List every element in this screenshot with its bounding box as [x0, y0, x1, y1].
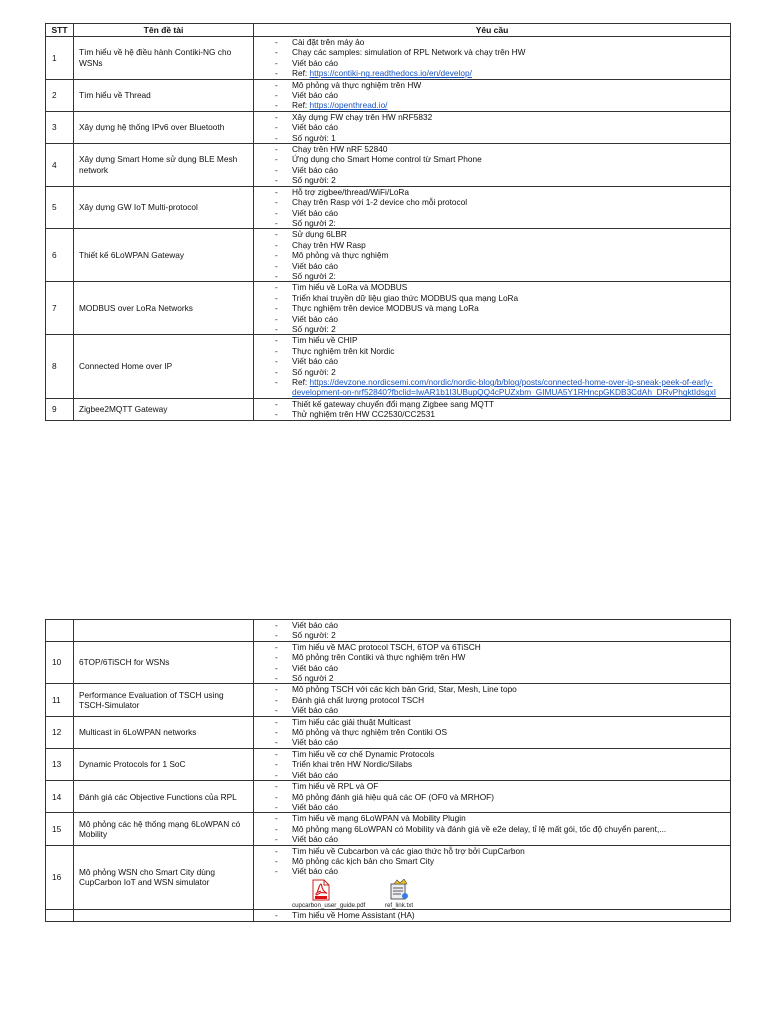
- reference-label: Ref:: [292, 68, 310, 79]
- requirements-list: [254, 37, 730, 79]
- stt-cell: 2: [46, 79, 74, 111]
- requirement-item: - Chạy các samples: simulation of RPL Network và chạy trên HW: [254, 47, 730, 57]
- stt-cell: 11: [46, 684, 74, 716]
- requirement-item: - Mô phỏng và thực nghiệm: [254, 250, 730, 260]
- requirements-list: [254, 910, 730, 920]
- pdf-file-icon: [292, 879, 350, 901]
- requirements-cell: [254, 79, 731, 111]
- reference-item: [254, 68, 730, 78]
- topic-cell: Dynamic Protocols for 1 SoC: [74, 748, 254, 780]
- requirement-item: - Cài đặt trên máy ảo: [254, 37, 730, 47]
- table-row: [46, 282, 731, 335]
- topic-cell: MODBUS over LoRa Networks: [74, 282, 254, 335]
- table-row: [46, 111, 731, 143]
- topic-cell: [74, 620, 254, 642]
- requirement-item: - Sử dụng 6LBR: [254, 229, 730, 239]
- requirements-cell: [254, 111, 731, 143]
- table-row: [46, 398, 731, 420]
- stt-cell: 6: [46, 229, 74, 282]
- topic-cell: Mô phỏng WSN cho Smart City dùng CupCarbon IoT and WSN simulator: [74, 845, 254, 910]
- requirements-list: [254, 717, 730, 748]
- requirement-item: - Số người 2: [254, 673, 730, 683]
- requirement-item: - Tìm hiểu về Home Assistant (HA): [254, 910, 730, 920]
- stt-cell: 15: [46, 813, 74, 845]
- reference-link[interactable]: https://openthread.io/: [309, 100, 388, 111]
- requirements-cell: [254, 144, 731, 187]
- topic-cell: Performance Evaluation of TSCH using TSCH-Simulator: [74, 684, 254, 716]
- topic-cell: Xây dựng hệ thống IPv6 over Bluetooth: [74, 111, 254, 143]
- topic-cell: Tìm hiểu về hệ điều hành Contiki-NG cho WSNs: [74, 37, 254, 80]
- requirement-item: - Số người: 2: [254, 175, 730, 185]
- stt-cell: 7: [46, 282, 74, 335]
- stt-cell: 12: [46, 716, 74, 748]
- requirements-cell: [254, 37, 731, 80]
- stt-cell: 9: [46, 398, 74, 420]
- requirements-list: [254, 781, 730, 812]
- table-row: [46, 229, 731, 282]
- requirement-item: - Viết báo cáo: [254, 261, 730, 271]
- requirements-list: [254, 112, 730, 143]
- reference-label: Ref:: [292, 100, 310, 111]
- table-row: [46, 335, 731, 398]
- requirement-item: - Mô phỏng TSCH với các kịch bản Grid, Star, Mesh, Line topo: [254, 684, 730, 694]
- requirement-item: - Xây dựng FW chạy trên HW nRF5832: [254, 112, 730, 122]
- requirement-item: - Viết báo cáo: [254, 122, 730, 132]
- requirements-list: [254, 144, 730, 186]
- requirement-item: - Viết báo cáo: [254, 802, 730, 812]
- requirement-item: - Số người: 1: [254, 133, 730, 143]
- requirement-item: - Tìm hiểu về cơ chế Dynamic Protocols: [254, 749, 730, 759]
- topic-cell: 6TOP/6TiSCH for WSNs: [74, 641, 254, 684]
- table-row: [46, 37, 731, 80]
- stt-cell: 1: [46, 37, 74, 80]
- requirement-item: - Tìm hiểu về RPL và OF: [254, 781, 730, 791]
- topics-table-page-1: [45, 23, 731, 421]
- requirements-list: [254, 282, 730, 334]
- stt-cell: 8: [46, 335, 74, 398]
- requirement-item: - Tìm hiểu về mạng 6LoWPAN và Mobility Plugin: [254, 813, 730, 823]
- reference-item: [254, 377, 730, 398]
- table-header-row: [46, 24, 731, 37]
- requirement-item: - Chạy trên Rasp với 1-2 device cho mỗi protocol: [254, 197, 730, 207]
- topics-table-page-2: [45, 619, 731, 922]
- topic-cell: Xây dựng GW IoT Multi-protocol: [74, 186, 254, 229]
- attachment[interactable]: [292, 879, 366, 910]
- requirements-cell: [254, 282, 731, 335]
- requirement-item: - Thử nghiệm trên HW CC2530/CC2531: [254, 409, 730, 419]
- requirement-item: - Viết báo cáo: [254, 620, 730, 630]
- requirement-item: - Số người 2:: [254, 218, 730, 228]
- reference-label: Ref:: [292, 377, 310, 387]
- text-file-icon: [370, 879, 428, 901]
- requirement-item: - Viết báo cáo: [254, 737, 730, 747]
- requirements-cell: [254, 620, 731, 642]
- requirement-item: - Tìm hiểu về Cubcarbon và các giao thức hỗ trợ bởi CupCarbon: [254, 846, 730, 856]
- requirement-item: - Số người: 2: [254, 324, 730, 334]
- requirement-item: - Số người: 2: [254, 367, 730, 377]
- requirement-item: - Triển khai truyền dữ liệu giao thức MODBUS qua mạng LoRa: [254, 293, 730, 303]
- requirement-item: - Viết báo cáo: [254, 834, 730, 844]
- attachments: [254, 879, 730, 910]
- requirement-item: - Viết báo cáo: [254, 866, 730, 876]
- topic-cell: Thiết kế 6LoWPAN Gateway: [74, 229, 254, 282]
- table-row: [46, 684, 731, 716]
- requirement-item: - Viết báo cáo: [254, 208, 730, 218]
- table-row: [46, 641, 731, 684]
- requirement-item: - Chạy trên HW Rasp: [254, 240, 730, 250]
- topic-cell: Mô phỏng các hệ thống mạng 6LoWPAN có Mobility: [74, 813, 254, 845]
- topic-cell: [74, 910, 254, 921]
- reference-link[interactable]: https://devzone.nordicsemi.com/nordic/nordic-blog/b/blog/posts/connected-home-over-ip-sneak-peek-of-early-development-on-nrf52840?fbclid=IwAR1b1I3UBupQQ4cPUZxbm_GIMUA5Y1RHncpGKDB3CdAh_DRvPhgktIdsgxI: [292, 377, 717, 398]
- requirement-item: - Hỗ trợ zigbee/thread/WiFi/LoRa: [254, 187, 730, 197]
- requirement-item: - Viết báo cáo: [254, 314, 730, 324]
- requirements-cell: [254, 641, 731, 684]
- requirement-item: - Mô phỏng các kịch bản cho Smart City: [254, 856, 730, 866]
- topic-cell: Connected Home over IP: [74, 335, 254, 398]
- requirement-item: - Mô phỏng và thực nghiệm trên Contiki OS: [254, 727, 730, 737]
- requirements-list: [254, 846, 730, 877]
- requirements-list: [254, 684, 730, 715]
- requirements-cell: [254, 229, 731, 282]
- requirements-cell: [254, 910, 731, 921]
- reference-item: [254, 100, 730, 110]
- header-requirements: Yêu cầu: [254, 24, 731, 37]
- stt-cell: 4: [46, 144, 74, 187]
- requirement-item: - Viết báo cáo: [254, 90, 730, 100]
- requirements-list: [254, 229, 730, 281]
- attachment-name: cupcarbon_user_guide.pdf: [292, 901, 366, 909]
- requirement-item: - Tìm hiểu về MAC protocol TSCH, 6TOP và 6TiSCH: [254, 642, 730, 652]
- table-row: [46, 845, 731, 910]
- requirements-cell: [254, 748, 731, 780]
- table-row: [46, 716, 731, 748]
- stt-cell: [46, 620, 74, 642]
- requirements-cell: [254, 845, 731, 910]
- stt-cell: 13: [46, 748, 74, 780]
- table-row: [46, 910, 731, 921]
- topic-cell: Tìm hiểu về Thread: [74, 79, 254, 111]
- requirement-item: - Tìm hiểu về CHIP: [254, 335, 730, 345]
- requirements-list: [254, 335, 730, 397]
- requirements-list: [254, 749, 730, 780]
- requirement-item: - Viết báo cáo: [254, 705, 730, 715]
- table-row: [46, 186, 731, 229]
- topic-cell: Multicast in 6LoWPAN networks: [74, 716, 254, 748]
- requirement-item: - Mô phỏng trên Contiki và thực nghiệm trên HW: [254, 652, 730, 662]
- requirement-item: - Số người: 2: [254, 630, 730, 640]
- requirement-item: - Viết báo cáo: [254, 165, 730, 175]
- table-row: [46, 79, 731, 111]
- stt-cell: 3: [46, 111, 74, 143]
- attachment-name: ref_link.txt: [384, 901, 414, 909]
- requirement-item: - Ứng dụng cho Smart Home control từ Smart Phone: [254, 154, 730, 164]
- stt-cell: [46, 910, 74, 921]
- requirements-list: [254, 399, 730, 420]
- requirements-list: [254, 642, 730, 684]
- requirement-item: - Mô phỏng đánh giá hiệu quả các OF (OF0 và MRHOF): [254, 792, 730, 802]
- requirements-list: [254, 187, 730, 229]
- header-stt: STT: [46, 24, 74, 37]
- requirement-item: - Viết báo cáo: [254, 770, 730, 780]
- topic-cell: Xây dựng Smart Home sử dụng BLE Mesh network: [74, 144, 254, 187]
- requirements-cell: [254, 398, 731, 420]
- requirement-item: - Chạy trên HW nRF 52840: [254, 144, 730, 154]
- requirement-item: - Viết báo cáo: [254, 663, 730, 673]
- topic-cell: Đánh giá các Objective Functions của RPL: [74, 781, 254, 813]
- table-row: [46, 748, 731, 780]
- requirement-item: - Tìm hiểu các giải thuật Multicast: [254, 717, 730, 727]
- table-row: [46, 813, 731, 845]
- attachment[interactable]: [370, 879, 428, 910]
- requirement-item: - Viết báo cáo: [254, 356, 730, 366]
- requirement-item: - Thiết kế gateway chuyển đổi mạng Zigbee sang MQTT: [254, 399, 730, 409]
- requirement-item: - Mô phỏng mạng 6LoWPAN có Mobility và đánh giá về e2e delay, tỉ lệ mất gói, tốc độ chuyển parent,...: [254, 824, 730, 834]
- requirements-cell: [254, 186, 731, 229]
- requirement-item: - Viết báo cáo: [254, 58, 730, 68]
- requirements-cell: [254, 716, 731, 748]
- requirement-item: - Triển khai trên HW Nordic/Silabs: [254, 759, 730, 769]
- requirement-item: - Đánh giá chất lượng protocol TSCH: [254, 695, 730, 705]
- requirements-cell: [254, 684, 731, 716]
- requirement-item: - Thực nghiệm trên kit Nordic: [254, 346, 730, 356]
- header-topic: Tên đề tài: [74, 24, 254, 37]
- requirements-list: [254, 620, 730, 641]
- requirements-list: [254, 80, 730, 111]
- requirement-item: - Tìm hiểu về LoRa và MODBUS: [254, 282, 730, 292]
- requirements-cell: [254, 335, 731, 398]
- topic-cell: Zigbee2MQTT Gateway: [74, 398, 254, 420]
- requirements-cell: [254, 813, 731, 845]
- reference-link[interactable]: https://contiki-ng.readthedocs.io/en/develop/: [309, 68, 472, 79]
- stt-cell: 14: [46, 781, 74, 813]
- table-row: [46, 620, 731, 642]
- requirements-cell: [254, 781, 731, 813]
- requirements-list: [254, 813, 730, 844]
- stt-cell: 10: [46, 641, 74, 684]
- requirement-item: - Mô phỏng và thực nghiệm trên HW: [254, 80, 730, 90]
- stt-cell: 16: [46, 845, 74, 910]
- requirement-item: - Thực nghiệm trên device MODBUS và mạng LoRa: [254, 303, 730, 313]
- table-row: [46, 781, 731, 813]
- requirement-item: - Số người 2:: [254, 271, 730, 281]
- stt-cell: 5: [46, 186, 74, 229]
- table-row: [46, 144, 731, 187]
